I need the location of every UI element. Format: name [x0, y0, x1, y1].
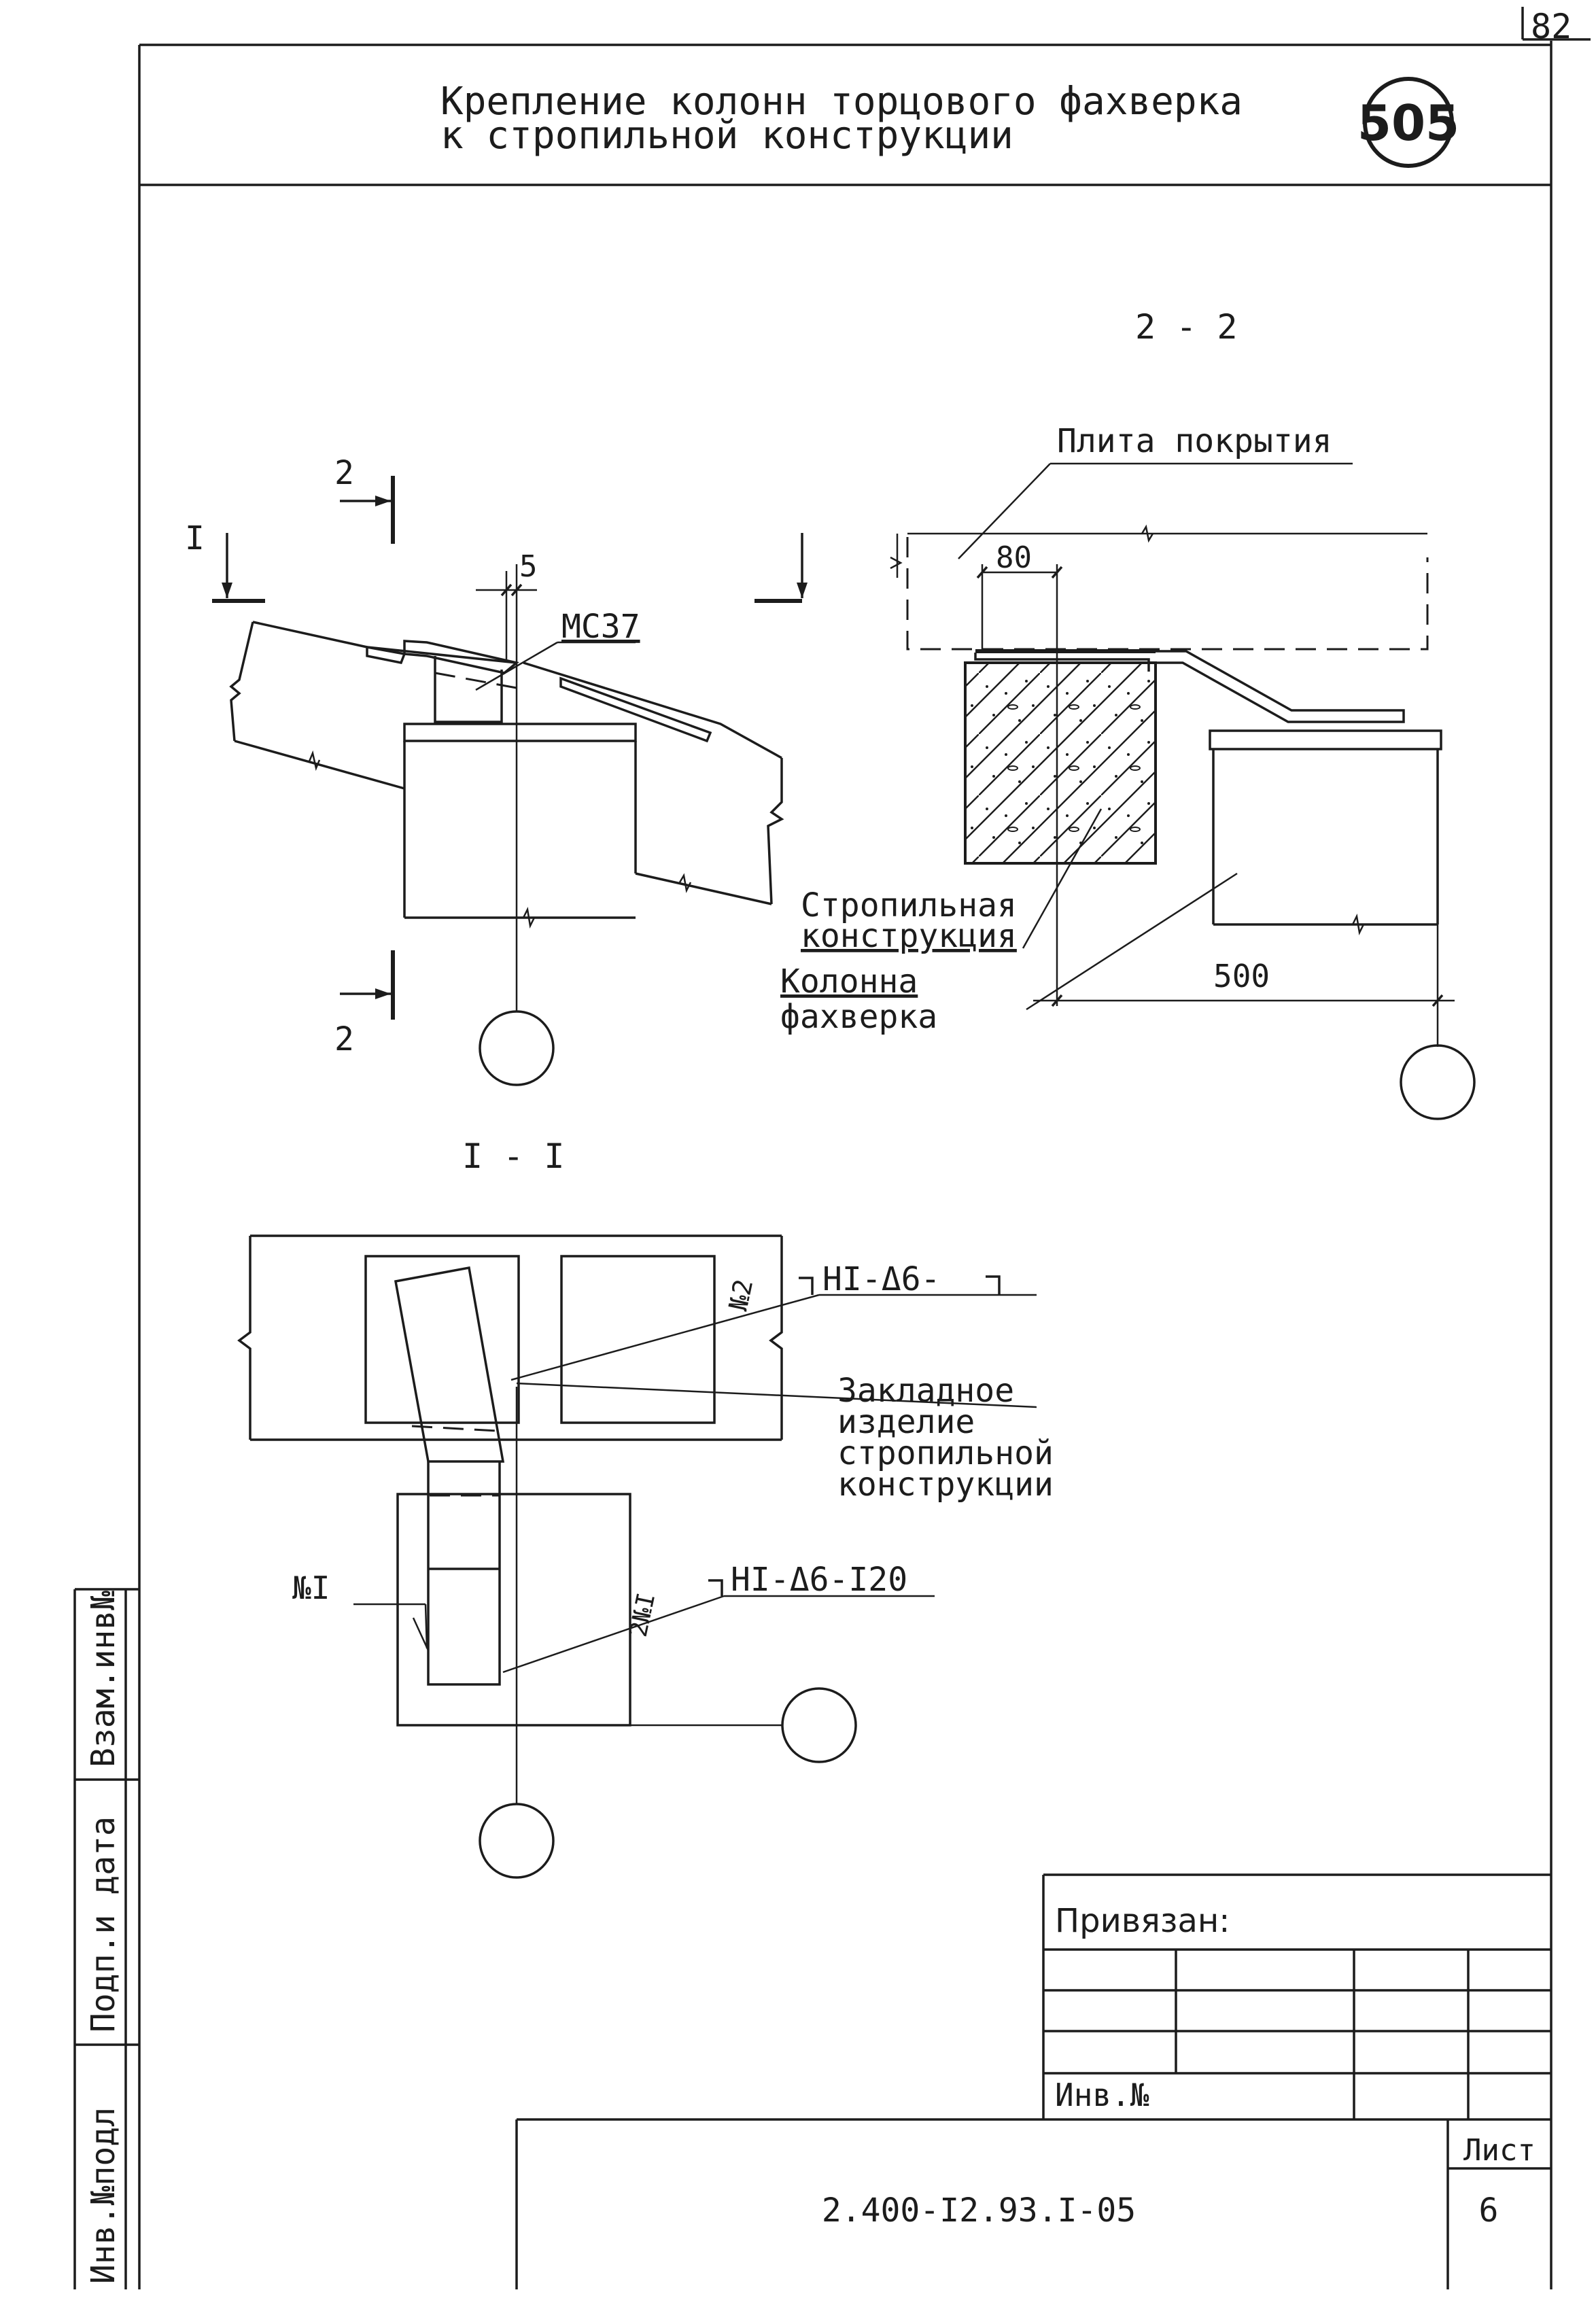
embed-label-4: конструкции: [837, 1466, 1054, 1504]
node-number: 505: [1357, 94, 1460, 152]
part-no1-label: №I: [292, 1570, 330, 1606]
part-no2-label: №2: [723, 1276, 759, 1313]
dim-80: 80: [996, 540, 1032, 575]
column-label-1: Колонна: [780, 963, 918, 1001]
embed-label-1: Закладное: [837, 1372, 1015, 1410]
left-section-mark: I: [185, 519, 205, 557]
section-1-1: [239, 1236, 1037, 1877]
section-2-2-title: 2 - 2: [1135, 307, 1238, 347]
weld-bottom-label: HI-Δ6-I20: [731, 1561, 908, 1599]
embed-label-2: изделие: [837, 1403, 975, 1441]
sheet-frame: [139, 7, 1591, 2289]
left-elevation: [212, 476, 782, 1085]
page-corner-number: 82: [1531, 7, 1572, 46]
stamp-bound-label: Привязан:: [1055, 1902, 1230, 1940]
part-2no1-label: 2№I: [624, 1590, 661, 1640]
truss-concrete-section: [965, 663, 1156, 863]
column-label-2: фахверка: [780, 998, 938, 1036]
truss-label-1: Стропильная: [801, 886, 1017, 924]
side-stamp-sign-date: Подп.и дата: [84, 1816, 122, 2032]
side-stamp-inv-orig: Инв.№подл: [84, 2107, 122, 2284]
stamp-sheet-label: Лист: [1463, 2133, 1536, 2168]
stamp-sheet-number: 6: [1478, 2192, 1499, 2230]
weld-top-label: HI-Δ6-: [822, 1260, 941, 1298]
left-cut-label-bottom: 2: [334, 1020, 354, 1058]
truss-label-2: конструкция: [801, 917, 1017, 955]
left-cut-label-top: 2: [334, 454, 354, 492]
stamp-doc-code: 2.400-I2.93.I-05: [821, 2192, 1137, 2230]
title-line-2: к стропильной конструкции: [440, 114, 1013, 158]
section-1-1-title: I - I: [462, 1137, 565, 1176]
stamp-inv-label: Инв.№: [1055, 2077, 1149, 2113]
left-dim-5: 5: [519, 549, 538, 584]
left-mark-mc37: МС37: [561, 608, 640, 646]
dim-500: 500: [1213, 958, 1270, 994]
title-line-1: Крепление колонн торцового фахверка: [440, 80, 1243, 124]
embed-label-3: стропильной: [837, 1434, 1054, 1472]
side-stamp-replace-inv: Взам.инв№: [84, 1590, 122, 1767]
slab-label: Плита покрытия: [1057, 422, 1332, 460]
